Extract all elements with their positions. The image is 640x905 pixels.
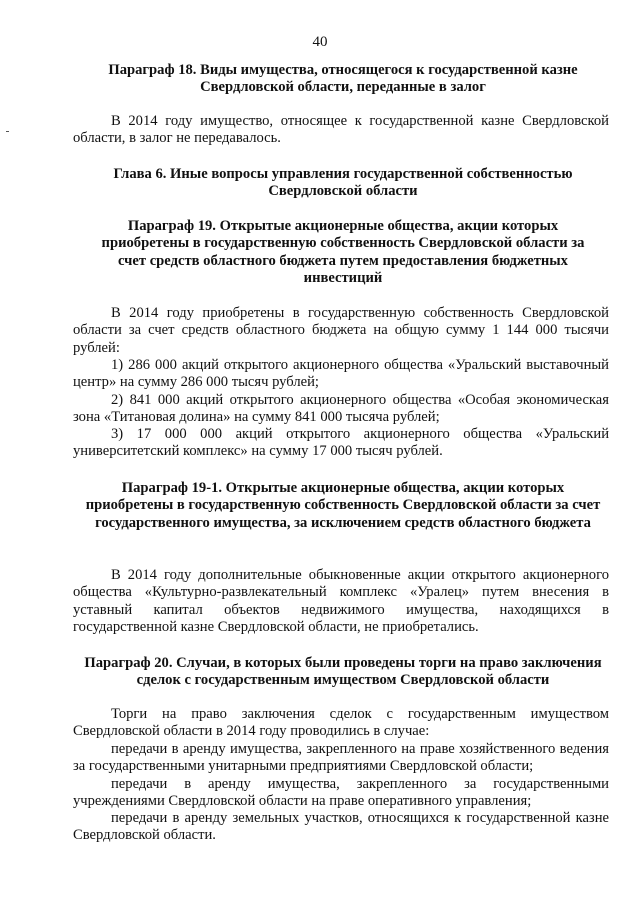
chapter-6-heading: Глава 6. Иные вопросы управления государственной собственностью Свердловской области [113, 166, 573, 200]
page-number: 40 [312, 34, 328, 50]
paragraph-18-heading: Параграф 18. Виды имущества, относящегося к государственной казне Свердловской области, переданные в залог [108, 62, 578, 96]
paragraph-19-heading: Параграф 19. Открытые акционерные общества, акции которых приобретены в государственную собственность Свердловской области за счет средств областного бюджета путем предоставления бюджетных инвестиций [101, 218, 585, 286]
paragraph-20-intro: Торги на право заключения сделок с государственным имуществом Свердловской области в 2014 году проводились в случае: [73, 706, 609, 740]
paragraph-19-intro: В 2014 году приобретены в государственную собственность Свердловской области за счет средств областного бюджета на общую сумму 1 144 000 тысячи рублей: [73, 305, 609, 356]
list-item: 3) 17 000 000 акций открытого акционерного общества «Уральский университетский комплекс» на сумму 17 000 тысяч рублей. [73, 426, 609, 460]
list-item: 1) 286 000 акций открытого акционерного общества «Уральский выставочный центр» на сумму 286 000 тысяч рублей; [73, 357, 609, 391]
list-item: передачи в аренду имущества, закрепленного за государственными учреждениями Свердловской области на праве оперативного управления; [73, 775, 609, 809]
paragraph-19-list [73, 357, 609, 461]
list-item: передачи в аренду земельных участков, относящихся к государственной казне Свердловской области. [73, 810, 609, 844]
paragraph-20-list [73, 741, 609, 845]
list-item: передачи в аренду имущества, закрепленного на праве хозяйственного ведения за государственными унитарными предприятиями Свердловской области; [73, 741, 609, 775]
paragraph-20-heading: Параграф 20. Случаи, в которых были проведены торги на право заключения сделок с государственным имуществом Свердловской области [84, 655, 602, 689]
scan-margin-mark [6, 131, 9, 132]
list-item: 2) 841 000 акций открытого акционерного общества «Особая экономическая зона «Титановая долина» на сумму 841 000 тысяча рублей; [73, 391, 609, 425]
paragraph-18-text: В 2014 году имущество, относящее к государственной казне Свердловской области, в залог не передавалось. [73, 113, 609, 147]
paragraph-19-1-heading: Параграф 19-1. Открытые акционерные общества, акции которых приобретены в государственную собственность Свердловской области за счет государственного имущества, за исключением средств областного бюджета [85, 480, 601, 531]
paragraph-19-1-text: В 2014 году дополнительные обыкновенные акции открытого акционерного общества «Культурно-развлекательный комплекс «Уралец» путем внесения в уставный капитал объектов недвижимого имущества, находящихся в государственной казне Свердловской области, не приобретались. [73, 567, 609, 635]
